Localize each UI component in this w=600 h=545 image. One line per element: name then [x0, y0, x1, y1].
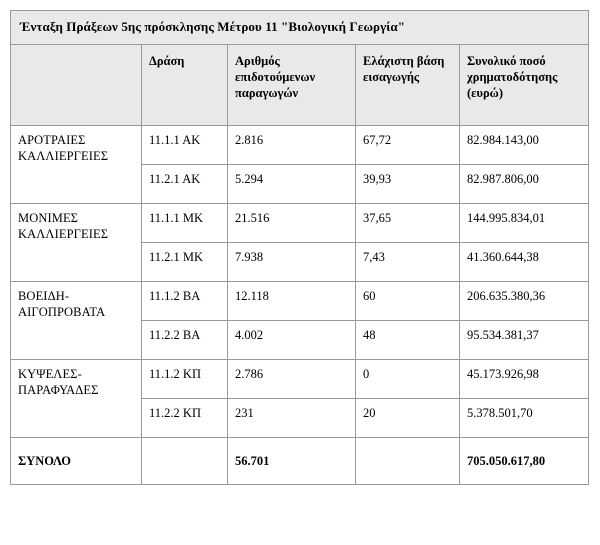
- group-label-kypseles-parafyades: ΚΥΨΕΛΕΣ-ΠΑΡΑΦΥΑΔΕΣ: [11, 359, 142, 437]
- cell-producers: 21.516: [228, 203, 356, 242]
- header-minimum-base: Ελάχιστη βάση εισαγωγής: [356, 44, 460, 125]
- cell-minimum-base: 0: [356, 359, 460, 398]
- cell-total-funding: 82.987.806,00: [460, 164, 589, 203]
- cell-drasi: 11.1.2 ΚΠ: [142, 359, 228, 398]
- group-label-voeidi-aigoprovata: ΒΟΕΙΔΗ-ΑΙΓΟΠΡΟΒΑΤΑ: [11, 281, 142, 359]
- cell-total-funding: 45.173.926,98: [460, 359, 589, 398]
- cell-drasi: 11.1.1 ΑΚ: [142, 125, 228, 164]
- cell-producers: 4.002: [228, 320, 356, 359]
- total-minimum-base: [356, 437, 460, 484]
- table-row: [11, 125, 589, 164]
- cell-minimum-base: 20: [356, 398, 460, 437]
- header-producers: Αριθμός επιδοτούμενων παραγωγών: [228, 44, 356, 125]
- header-blank: [11, 44, 142, 125]
- cell-total-funding: 5.378.501,70: [460, 398, 589, 437]
- cell-total-funding: 82.984.143,00: [460, 125, 589, 164]
- cell-drasi: 11.1.1 ΜΚ: [142, 203, 228, 242]
- cell-total-funding: 95.534.381,37: [460, 320, 589, 359]
- cell-drasi: 11.1.2 ΒΑ: [142, 281, 228, 320]
- cell-minimum-base: 37,65: [356, 203, 460, 242]
- cell-minimum-base: 39,93: [356, 164, 460, 203]
- cell-producers: 2.816: [228, 125, 356, 164]
- cell-drasi: 11.2.1 ΜΚ: [142, 242, 228, 281]
- cell-total-funding: 206.635.380,36: [460, 281, 589, 320]
- total-producers: 56.701: [228, 437, 356, 484]
- cell-drasi: 11.2.1 ΑΚ: [142, 164, 228, 203]
- cell-producers: 12.118: [228, 281, 356, 320]
- total-funding: 705.050.617,80: [460, 437, 589, 484]
- cell-drasi: 11.2.2 ΒΑ: [142, 320, 228, 359]
- table-row: [11, 359, 589, 398]
- cell-producers: 2.786: [228, 359, 356, 398]
- document-title: Ένταξη Πράξεων 5ης πρόσκλησης Μέτρου 11 "Βιολογική Γεωργία": [11, 11, 589, 45]
- cell-producers: 7.938: [228, 242, 356, 281]
- cell-minimum-base: 48: [356, 320, 460, 359]
- group-label-arotraies: ΑΡΟΤΡΑΙΕΣ ΚΑΛΛΙΕΡΓΕΙΕΣ: [11, 125, 142, 203]
- total-drasi: [142, 437, 228, 484]
- table-header-row: [11, 44, 589, 125]
- table-total-row: [11, 437, 589, 484]
- cell-total-funding: 144.995.834,01: [460, 203, 589, 242]
- cell-minimum-base: 7,43: [356, 242, 460, 281]
- table-row: [11, 203, 589, 242]
- header-total-funding: Συνολικό ποσό χρηματοδότησης (ευρώ): [460, 44, 589, 125]
- funding-table: [10, 10, 589, 485]
- total-label: ΣΥΝΟΛΟ: [11, 437, 142, 484]
- cell-total-funding: 41.360.644,38: [460, 242, 589, 281]
- header-drasi: Δράση: [142, 44, 228, 125]
- cell-minimum-base: 60: [356, 281, 460, 320]
- cell-producers: 5.294: [228, 164, 356, 203]
- cell-producers: 231: [228, 398, 356, 437]
- table-row: [11, 281, 589, 320]
- table-title-row: [11, 11, 589, 45]
- cell-minimum-base: 67,72: [356, 125, 460, 164]
- cell-drasi: 11.2.2 ΚΠ: [142, 398, 228, 437]
- group-label-monimes: ΜΟΝΙΜΕΣ ΚΑΛΛΙΕΡΓΕΙΕΣ: [11, 203, 142, 281]
